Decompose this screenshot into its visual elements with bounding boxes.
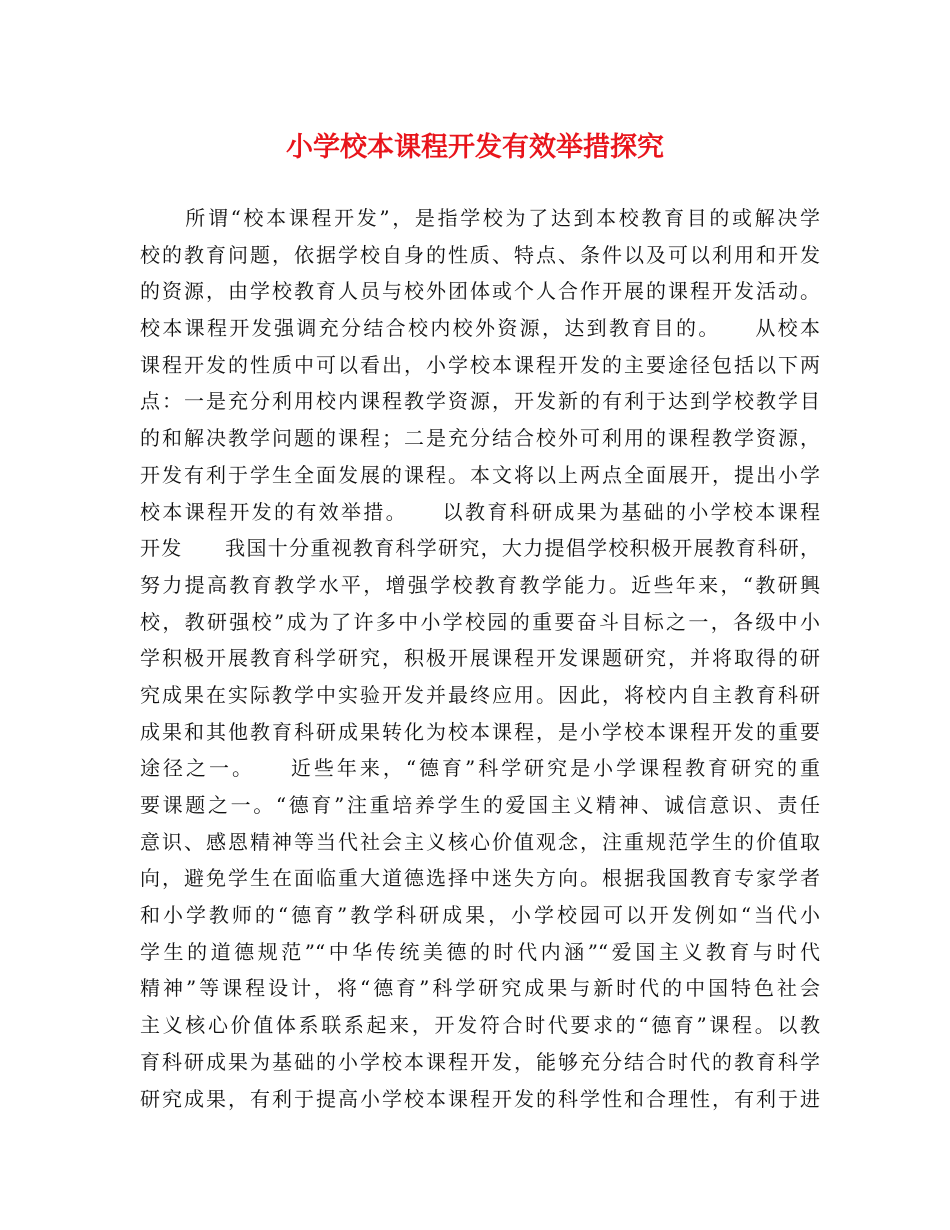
body-line: 的和解决教学问题的课程；二是充分结合校外可利用的课程教学资源， bbox=[140, 426, 820, 451]
body-line: 校的教育问题，依据学校自身的性质、特点、条件以及可以利用和开发 bbox=[140, 242, 820, 267]
body-line: 校本课程开发强调充分结合校内校外资源，达到教育目的。 从校本 bbox=[140, 316, 820, 341]
body-line: 校，教研强校”成为了许多中小学校园的重要奋斗目标之一，各级中小 bbox=[140, 609, 820, 634]
body-line: 的资源，由学校教育人员与校外团体或个人合作开展的课程开发活动。 bbox=[140, 279, 820, 304]
document-title: 小学校本课程开发有效举措探究 bbox=[286, 132, 664, 163]
body-line: 点：一是充分利用校内课程教学资源，开发新的有利于达到学校教学目 bbox=[140, 389, 820, 414]
body-line: 成果和其他教育科研成果转化为校本课程，是小学校本课程开发的重要 bbox=[140, 719, 820, 744]
body-line: 途径之一。 近些年来，“德育”科学研究是小学课程教育研究的重 bbox=[140, 756, 820, 781]
body-line: 究成果在实际教学中实验开发并最终应用。因此，将校内自主教育科研 bbox=[140, 682, 820, 707]
body-line: 努力提高教育教学水平，增强学校教育教学能力。近些年来，“教研興 bbox=[140, 572, 820, 597]
body-line: 研究成果，有利于提高小学校本课程开发的科学性和合理性，有利于进 bbox=[140, 1086, 820, 1111]
body-line: 课程开发的性质中可以看出，小学校本课程开发的主要途径包括以下两 bbox=[140, 352, 820, 377]
body-line: 精神”等课程设计，将“德育”科学研究成果与新时代的中国特色社会 bbox=[140, 976, 820, 1001]
body-line: 和小学教师的“德育”教学科研成果，小学校园可以开发例如“当代小 bbox=[140, 903, 820, 928]
body-line: 向，避免学生在面临重大道德选择中迷失方向。根据我国教育专家学者 bbox=[140, 866, 820, 891]
body-line: 要课题之一。“德育”注重培养学生的爱国主义精神、诚信意识、责任 bbox=[140, 793, 820, 817]
body-line: 所谓“校本课程开发”，是指学校为了达到本校教育目的或解决学 bbox=[140, 206, 820, 230]
body-line: 校本课程开发的有效举措。 以教育科研成果为基础的小学校本课程 bbox=[140, 499, 820, 524]
body-line: 开发有利于学生全面发展的课程。本文将以上两点全面展开，提出小学 bbox=[140, 462, 820, 487]
document-body bbox=[140, 200, 820, 1117]
body-line: 开发 我国十分重视教育科学研究，大力提倡学校积极开展教育科研， bbox=[140, 536, 820, 561]
body-line: 学生的道德规范”“中华传统美德的时代内涵”“爱国主义教育与时代 bbox=[140, 939, 820, 964]
body-line: 学积极开展教育科学研究，积极开展课程开发课题研究，并将取得的研 bbox=[140, 646, 820, 671]
body-line: 主义核心价值体系联系起来，开发符合时代要求的“德育”课程。以教 bbox=[140, 1013, 820, 1038]
body-line: 意识、感恩精神等当代社会主义核心价值观念，注重规范学生的价值取 bbox=[140, 829, 820, 854]
body-line: 育科研成果为基础的小学校本课程开发，能够充分结合时代的教育科学 bbox=[140, 1049, 820, 1074]
